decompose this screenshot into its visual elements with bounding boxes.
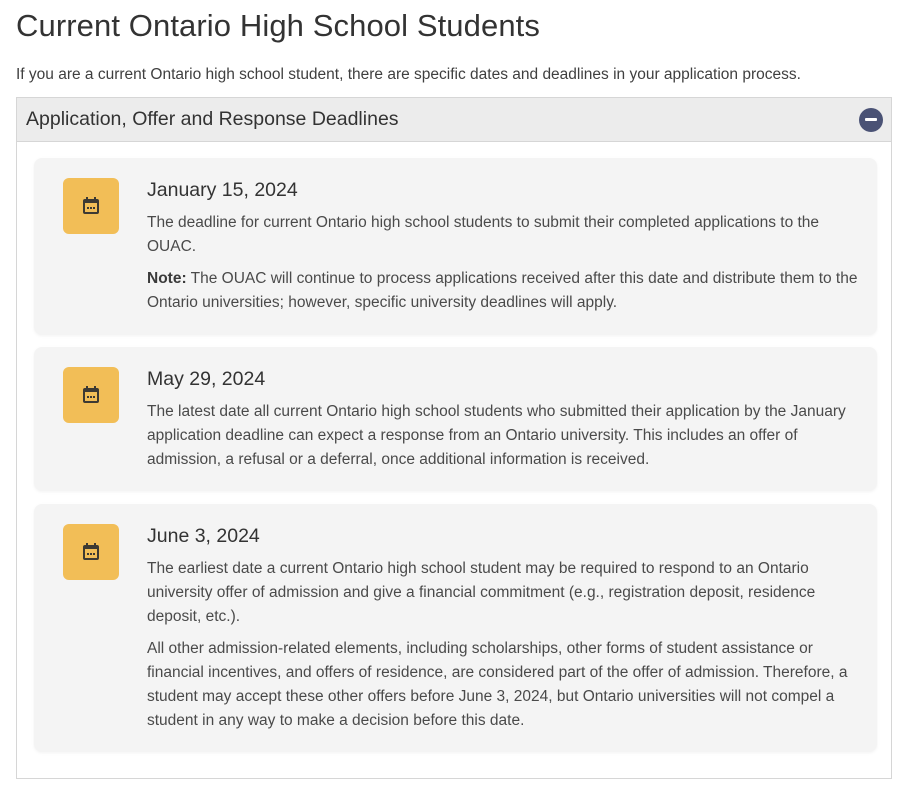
card-body <box>147 178 862 323</box>
deadline-card <box>34 347 877 491</box>
accordion-title: Application, Offer and Response Deadlines <box>26 108 399 130</box>
calendar-icon <box>63 367 119 423</box>
deadlines-accordion <box>16 97 892 779</box>
deadline-extra: All other admission-related elements, including scholarships, other forms of student assistance or financial incentives, and offers of residence, are considered part of the offer of admission. Therefore, a student may accept these other offers before June 3, 2024, but Ontario universities will not compel a student in any way to make a decision before this date. <box>147 640 848 729</box>
deadline-description: The latest date all current Ontario high school students who submitted their application by the January application deadline can expect a response from an Ontario university. This includes an offer of admission, a refusal or a deferral, once additional information is received. <box>147 403 846 468</box>
calendar-icon <box>63 524 119 580</box>
deadline-card <box>34 158 877 335</box>
deadline-note <box>147 267 862 315</box>
page-title: Current Ontario High School Students <box>16 8 540 43</box>
deadline-description: The earliest date a current Ontario high school student may be required to respond to an Ontario university offer of admission and give a financial commitment (e.g., registration deposit, residence deposit, etc.). <box>147 560 816 625</box>
card-body <box>147 524 862 741</box>
deadline-date: May 29, 2024 <box>147 368 266 390</box>
calendar-icon <box>63 178 119 234</box>
intro-text: If you are a current Ontario high school student, there are specific dates and deadlines in your application process. <box>16 66 801 83</box>
card-body <box>147 367 862 480</box>
deadline-date: June 3, 2024 <box>147 525 260 547</box>
note-text: The OUAC will continue to process applications received after this date and distribute them to the Ontario universities; however, specific university deadlines will apply. <box>147 270 858 311</box>
note-label: Note: <box>147 270 187 287</box>
deadline-card <box>34 504 877 752</box>
accordion-header[interactable] <box>17 98 891 142</box>
minus-circle-icon[interactable] <box>859 108 883 132</box>
deadline-date: January 15, 2024 <box>147 179 298 201</box>
deadline-description: The deadline for current Ontario high school students to submit their completed applications to the OUAC. <box>147 214 820 255</box>
